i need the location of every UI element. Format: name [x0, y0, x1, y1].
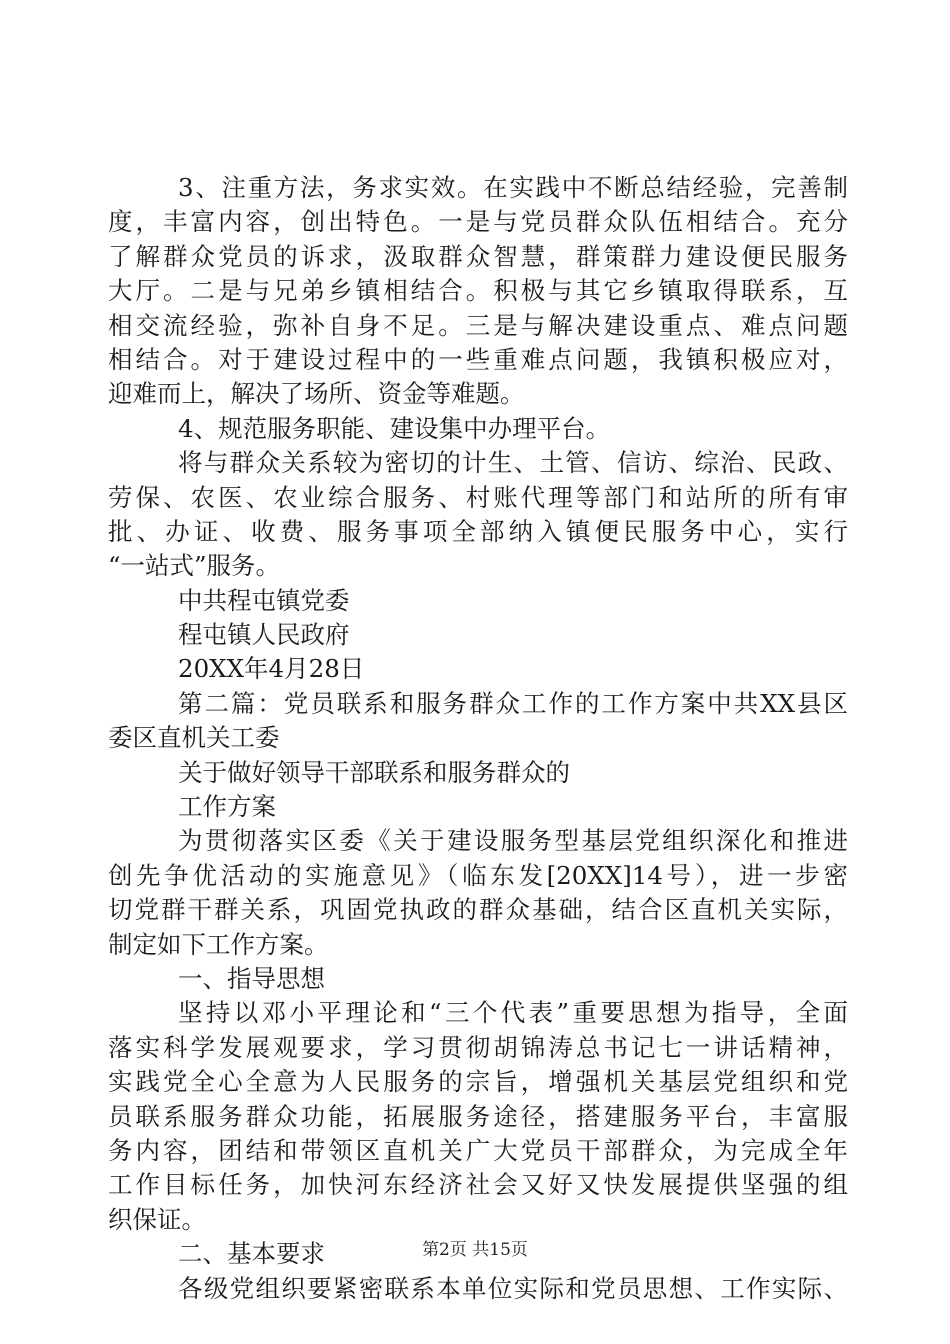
text-line: 二、基本要求 [178, 1239, 325, 1269]
text-line: 批、办证、收费、服务事项全部纳入镇便民服务中心，实行 [108, 516, 848, 546]
text-line: 一、指导思想 [178, 963, 325, 993]
page-footer: 第2页 共15页 [422, 1240, 528, 1260]
text-line: 程屯镇人民政府 [178, 620, 350, 650]
text-line: 委区直机关工委 [108, 723, 280, 753]
text-line: 为贯彻落实区委《关于建设服务型基层党组织深化和推进 [178, 826, 848, 856]
text-line: 工作目标任务，加快河东经济社会又好又快发展提供坚强的组 [108, 1170, 848, 1200]
document-body [108, 171, 848, 1306]
text-line: 劳保、农医、农业综合服务、村账代理等部门和站所的所有审 [108, 482, 848, 512]
text-line: 工作方案 [178, 792, 276, 822]
text-line: 将与群众关系较为密切的计生、土管、信访、综治、民政、 [178, 448, 848, 478]
text-line: 坚持以邓小平理论和“三个代表”重要思想为指导，全面 [178, 998, 848, 1028]
text-line: 创先争优活动的实施意见》（临东发[20XX]14号），进一步密 [108, 860, 848, 890]
text-line: 20XX年4月28日 [178, 654, 365, 684]
text-line: 4、规范服务职能、建设集中办理平台。 [178, 413, 611, 443]
text-line: 制定如下工作方案。 [108, 929, 329, 959]
text-line: 3、注重方法，务求实效。在实践中不断总结经验，完善制 [178, 173, 848, 202]
text-line: 务内容，团结和带领区直机关广大党员干部群众，为完成全年 [108, 1135, 848, 1165]
text-line: 第二篇：党员联系和服务群众工作的工作方案中共XX县区 [178, 688, 848, 718]
text-line: 各级党组织要紧密联系本单位实际和党员思想、工作实际、 [178, 1273, 848, 1303]
text-line: 切党群干群关系，巩固党执政的群众基础，结合区直机关实际， [108, 895, 848, 925]
text-line: 迎难而上，解决了场所、资金等难题。 [108, 379, 525, 409]
text-line: 落实科学发展观要求，学习贯彻胡锦涛总书记七一讲话精神， [108, 1032, 848, 1062]
text-line: 相交流经验，弥补自身不足。三是与解决建设重点、难点问题 [108, 310, 848, 340]
text-line: 织保证。 [108, 1204, 206, 1234]
text-line: 度，丰富内容，创出特色。一是与党员群众队伍相结合。充分 [108, 207, 848, 237]
text-line: 中共程屯镇党委 [178, 585, 350, 615]
text-line: 员联系服务群众功能，拓展服务途径，搭建服务平台，丰富服 [108, 1101, 848, 1131]
text-line: “一站式”服务。 [108, 551, 281, 581]
text-line: 实践党全心全意为人民服务的宗旨，增强机关基层党组织和党 [108, 1067, 848, 1097]
text-line: 大厅。二是与兄弟乡镇相结合。积极与其它乡镇取得联系，互 [108, 276, 848, 306]
text-line: 了解群众党员的诉求，汲取群众智慧，群策群力建设便民服务 [108, 241, 848, 271]
text-line: 关于做好领导干部联系和服务群众的 [178, 757, 570, 787]
text-line: 相结合。对于建设过程中的一些重难点问题，我镇积极应对， [108, 344, 848, 374]
